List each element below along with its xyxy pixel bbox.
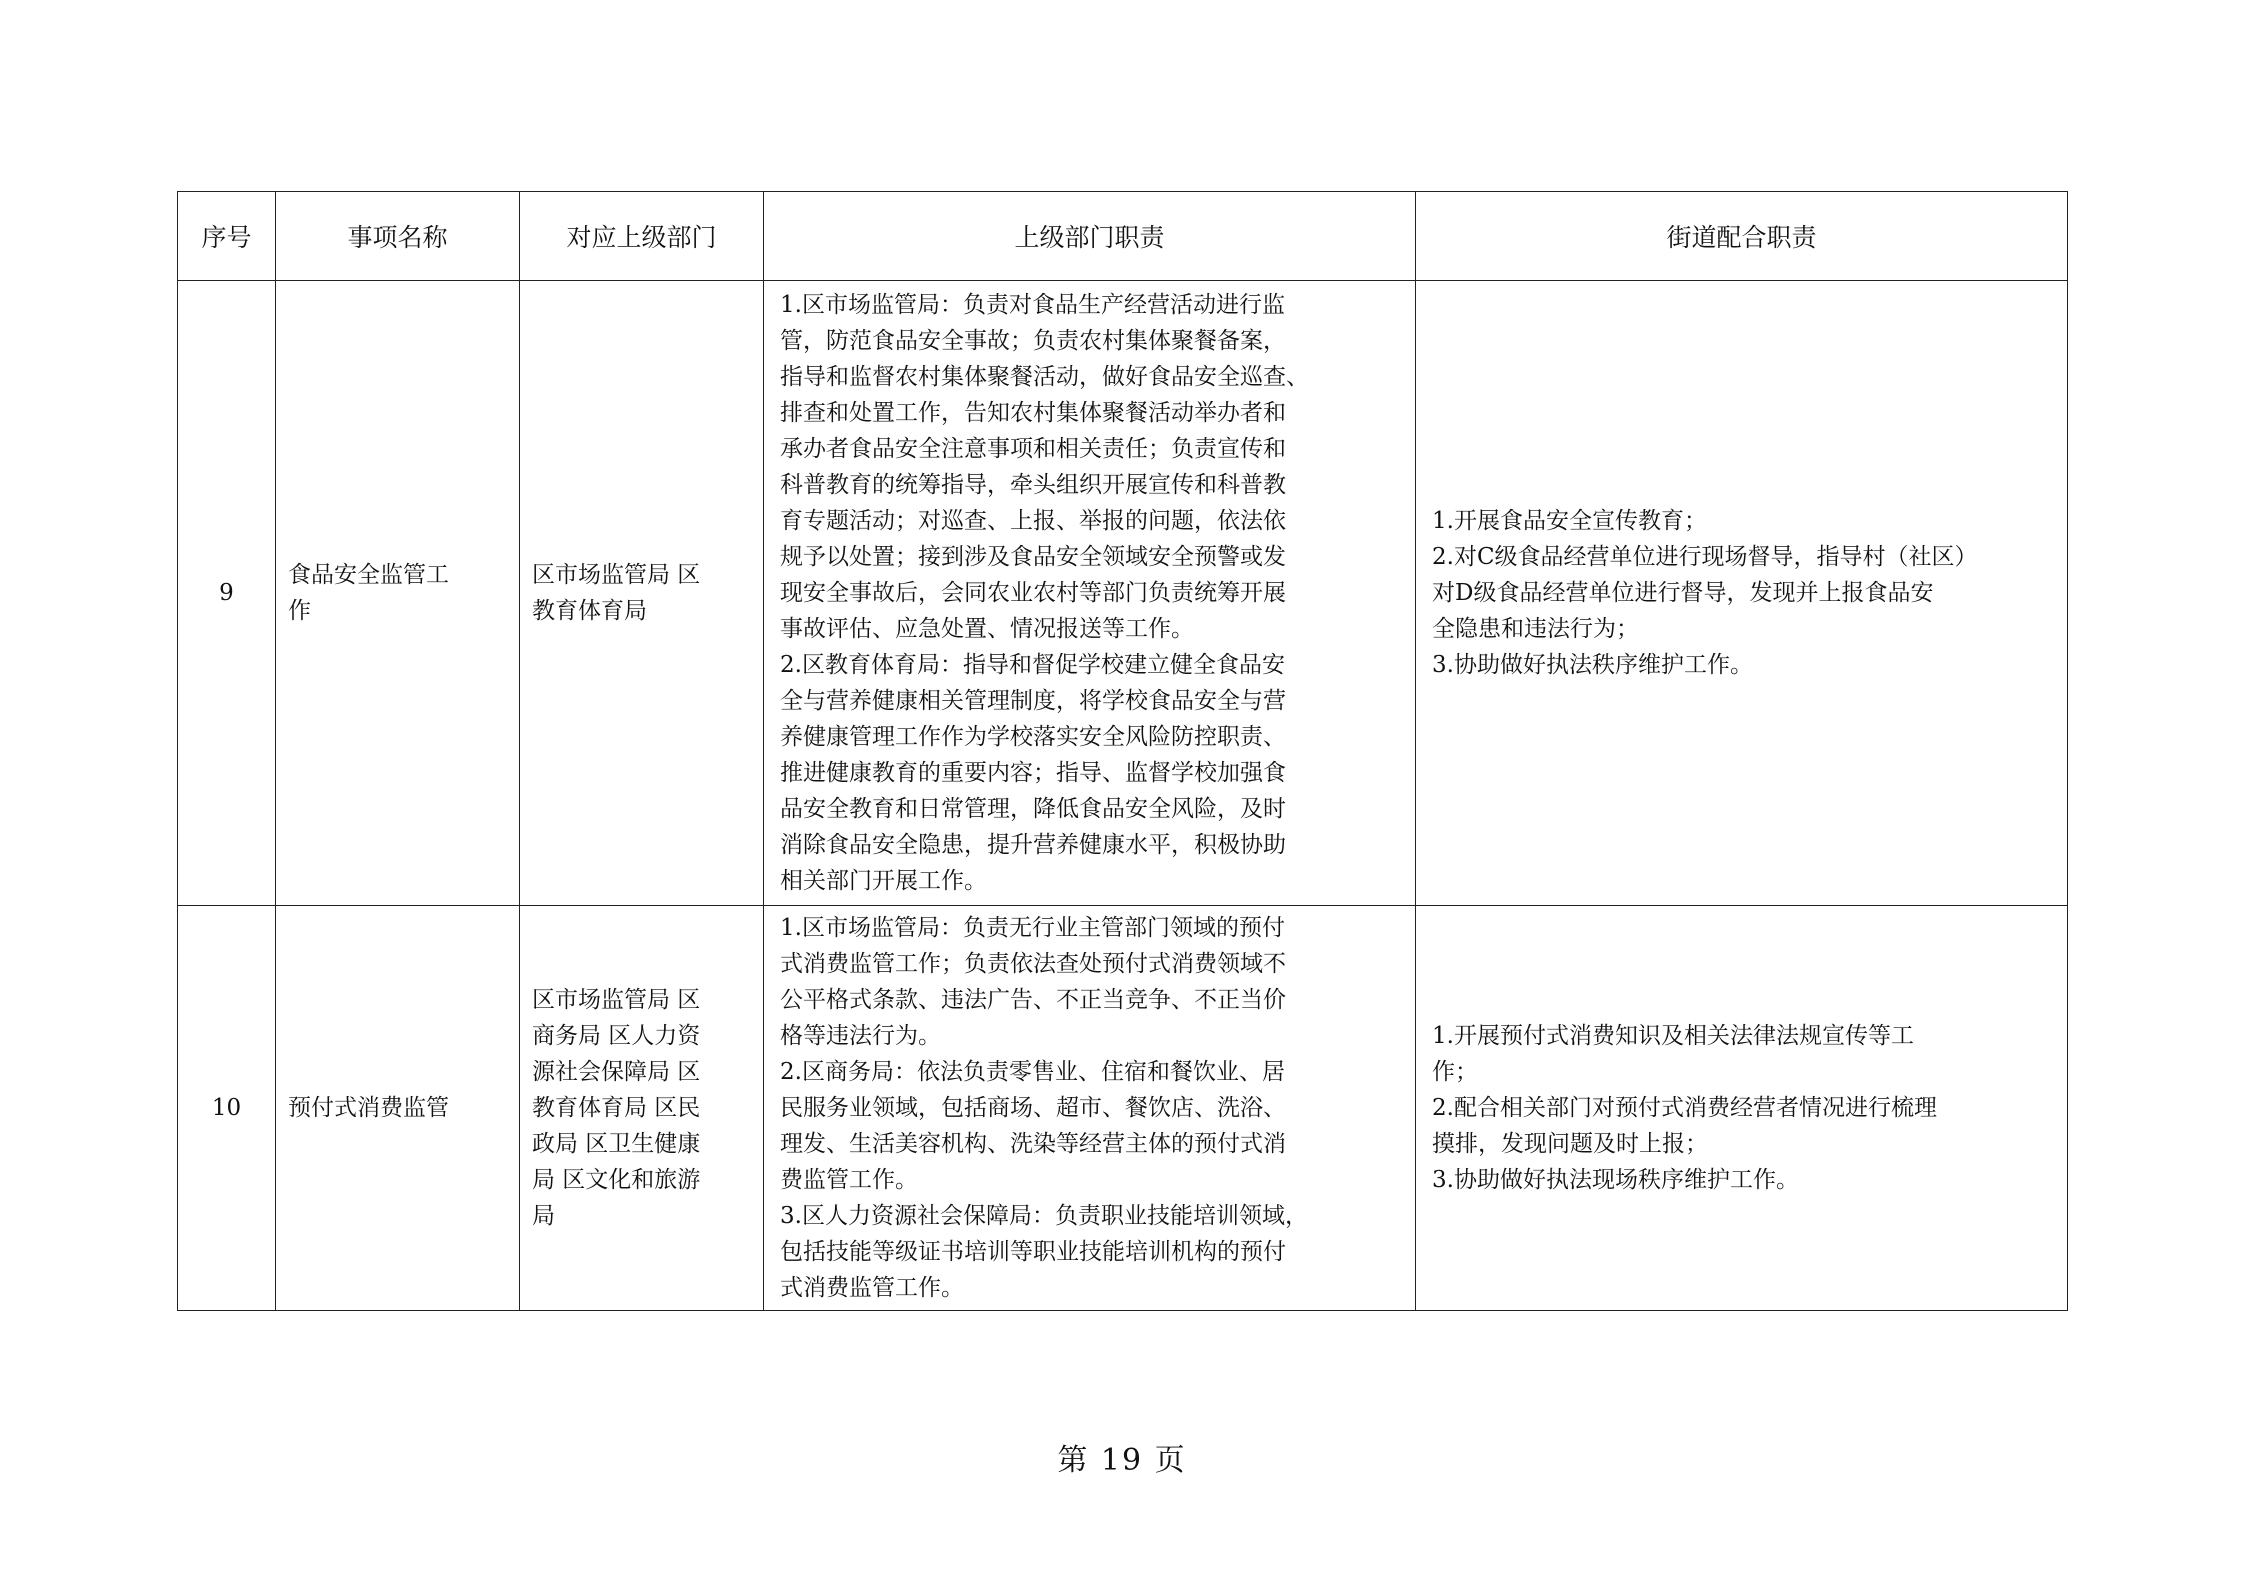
cell-text-line: 作 bbox=[288, 598, 311, 624]
cell-text-line: 对D级食品经营单位进行督导，发现并上报食品安 bbox=[1432, 580, 1934, 606]
table-row bbox=[178, 281, 2068, 906]
cell-text-line: 消除食品安全隐患，提升营养健康水平，积极协助 bbox=[780, 832, 1286, 858]
cell-text-line: 承办者食品安全注意事项和相关责任；负责宣传和 bbox=[780, 436, 1286, 462]
row-superior-dept bbox=[520, 281, 764, 906]
row-item-name bbox=[276, 281, 520, 906]
cell-text-line: 摸排，发现问题及时上报； bbox=[1432, 1131, 1708, 1157]
header-superior-duties: 上级部门职责 bbox=[764, 192, 1416, 281]
row-street-cooperation bbox=[1416, 281, 2068, 906]
cell-text-line: 养健康管理工作作为学校落实安全风险防控职责、 bbox=[780, 724, 1286, 750]
row-superior-duties bbox=[764, 906, 1416, 1311]
cell-text-line: 食品安全监管工 bbox=[288, 562, 449, 588]
cell-text-line: 1.区市场监管局：负责无行业主管部门领域的预付 bbox=[780, 915, 1285, 941]
cell-text-line: 教育体育局 bbox=[532, 598, 647, 624]
cell-text-line: 指导和监督农村集体聚餐活动，做好食品安全巡查、 bbox=[780, 364, 1309, 390]
cell-text-line: 局 区文化和旅游 bbox=[532, 1167, 701, 1193]
duties-table bbox=[177, 191, 2068, 1311]
cell-text-line: 作； bbox=[1432, 1059, 1478, 1085]
cell-text-line: 预付式消费监管 bbox=[288, 1095, 449, 1121]
row-superior-dept bbox=[520, 906, 764, 1311]
table-header-row bbox=[178, 192, 2068, 281]
cell-text-line: 理发、生活美容机构、洗染等经营主体的预付式消 bbox=[780, 1131, 1286, 1157]
cell-text-line: 现安全事故后，会同农业农村等部门负责统筹开展 bbox=[780, 580, 1286, 606]
cell-text-line: 事故评估、应急处置、情况报送等工作。 bbox=[780, 616, 1194, 642]
row-item-name bbox=[276, 906, 520, 1311]
cell-text-line: 推进健康教育的重要内容；指导、监督学校加强食 bbox=[780, 760, 1286, 786]
cell-text-line: 全与营养健康相关管理制度，将学校食品安全与营 bbox=[780, 688, 1286, 714]
cell-text-line: 相关部门开展工作。 bbox=[780, 868, 987, 894]
row-superior-duties bbox=[764, 281, 1416, 906]
header-street-cooperation: 街道配合职责 bbox=[1416, 192, 2068, 281]
cell-text-line: 式消费监管工作。 bbox=[780, 1275, 964, 1301]
cell-text-line: 2.配合相关部门对预付式消费经营者情况进行梳理 bbox=[1432, 1095, 1937, 1121]
row-serial-no: 9 bbox=[178, 281, 276, 906]
cell-text-line: 3.协助做好执法现场秩序维护工作。 bbox=[1432, 1167, 1799, 1193]
cell-text-line: 1.开展预付式消费知识及相关法律法规宣传等工 bbox=[1432, 1023, 1914, 1049]
cell-text-line: 区市场监管局 区 bbox=[532, 562, 701, 588]
header-serial-no: 序号 bbox=[178, 192, 276, 281]
cell-text-line: 2.区教育体育局：指导和督促学校建立健全食品安 bbox=[780, 652, 1285, 678]
cell-text-line: 2.对C级食品经营单位进行现场督导，指导村（社区） bbox=[1432, 544, 1978, 570]
cell-text-line: 政局 区卫生健康 bbox=[532, 1131, 701, 1157]
cell-text-line: 科普教育的统筹指导，牵头组织开展宣传和科普教 bbox=[780, 472, 1286, 498]
cell-text-line: 公平格式条款、违法广告、不正当竞争、不正当价 bbox=[780, 987, 1286, 1013]
cell-text-line: 包括技能等级证书培训等职业技能培训机构的预付 bbox=[780, 1239, 1286, 1265]
cell-text-line: 3.区人力资源社会保障局：负责职业技能培训领域， bbox=[780, 1203, 1308, 1229]
cell-text-line: 商务局 区人力资 bbox=[532, 1023, 701, 1049]
cell-text-line: 源社会保障局 区 bbox=[532, 1059, 701, 1085]
cell-text-line: 式消费监管工作；负责依法查处预付式消费领域不 bbox=[780, 951, 1286, 977]
row-street-cooperation bbox=[1416, 906, 2068, 1311]
cell-text-line: 费监管工作。 bbox=[780, 1167, 918, 1193]
header-item-name: 事项名称 bbox=[276, 192, 520, 281]
cell-text-line: 2.区商务局：依法负责零售业、住宿和餐饮业、居 bbox=[780, 1059, 1285, 1085]
table-row bbox=[178, 906, 2068, 1311]
cell-text-line: 品安全教育和日常管理，降低食品安全风险，及时 bbox=[780, 796, 1286, 822]
cell-text-line: 管，防范食品安全事故；负责农村集体聚餐备案， bbox=[780, 328, 1286, 354]
cell-text-line: 3.协助做好执法秩序维护工作。 bbox=[1432, 652, 1753, 678]
cell-text-line: 局 bbox=[532, 1203, 555, 1229]
page-number: 第 19 页 bbox=[1057, 1443, 1187, 1478]
header-superior-dept: 对应上级部门 bbox=[520, 192, 764, 281]
cell-text-line: 规予以处置；接到涉及食品安全领域安全预警或发 bbox=[780, 544, 1286, 570]
cell-text-line: 育专题活动；对巡查、上报、举报的问题，依法依 bbox=[780, 508, 1286, 534]
cell-text-line: 区市场监管局 区 bbox=[532, 987, 701, 1013]
cell-text-line: 全隐患和违法行为； bbox=[1432, 616, 1639, 642]
cell-text-line: 1.开展食品安全宣传教育； bbox=[1432, 508, 1707, 534]
cell-text-line: 1.区市场监管局：负责对食品生产经营活动进行监 bbox=[780, 292, 1285, 318]
cell-text-line: 格等违法行为。 bbox=[780, 1023, 941, 1049]
cell-text-line: 民服务业领域，包括商场、超市、餐饮店、洗浴、 bbox=[780, 1095, 1286, 1121]
cell-text-line: 排查和处置工作，告知农村集体聚餐活动举办者和 bbox=[780, 400, 1286, 426]
row-serial-no: 10 bbox=[178, 906, 276, 1311]
cell-text-line: 教育体育局 区民 bbox=[532, 1095, 701, 1121]
